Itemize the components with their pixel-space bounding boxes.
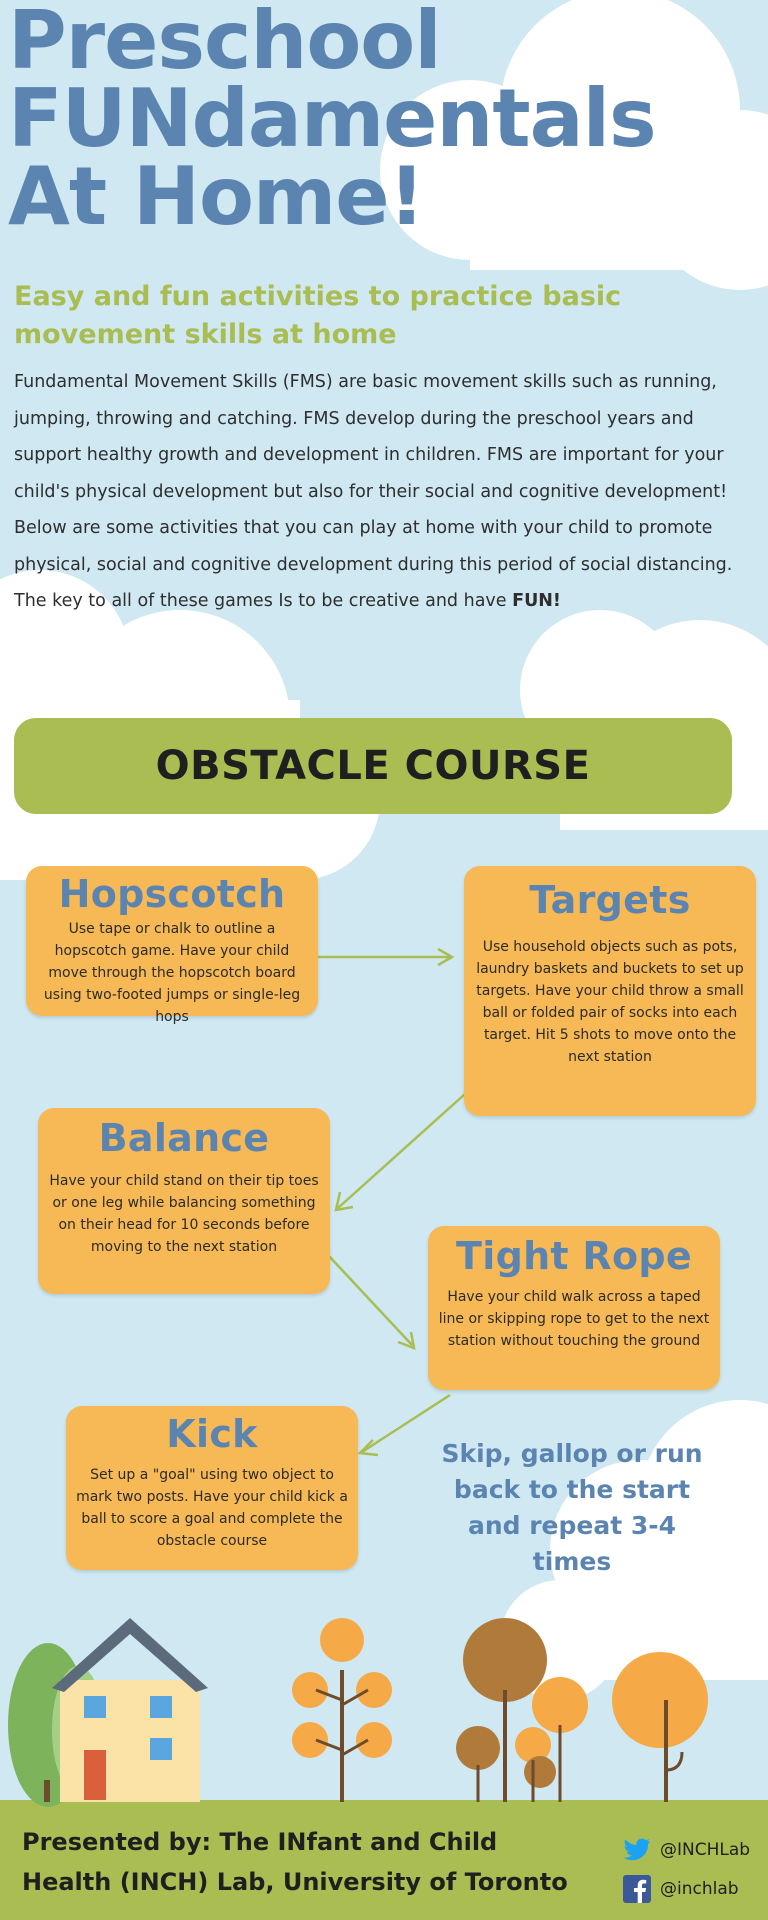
station-title: Hopscotch	[58, 872, 286, 916]
tree-orange-right	[612, 1652, 708, 1802]
station-text: Set up a "goal" using two object to mark two posts. Have your child kick a ball to score a goal and complete the obstacle course	[76, 1467, 348, 1549]
facebook-handle: @inchlab	[660, 1879, 739, 1899]
station-title: Tight Rope	[456, 1234, 692, 1278]
station-card-kick	[66, 1406, 358, 1570]
station-card-targets	[464, 866, 756, 1116]
presented-line-2: Health (INCH) Lab, University of Toronto	[22, 1868, 568, 1896]
title-line-3: At Home!	[8, 150, 425, 243]
station-card-tight-rope	[428, 1226, 720, 1390]
intro-text: Fundamental Movement Skills (FMS) are basic movement skills such as running, jumping, throwing and catching. FMS develop during the preschool years and support healthy growth and development in children. FMS are important for your child's physical development but also for their social and cognitive development! Below are some activities that you can play at home with your child to promote physical, social and cognitive development during this period of social distancing. The key to all of these games Is to be creative and have	[14, 372, 733, 611]
station-title: Kick	[166, 1412, 258, 1456]
twitter-icon	[622, 1835, 652, 1865]
subtitle-line-2: movement skills at home	[14, 319, 397, 350]
station-text: Use tape or chalk to outline a hopscotch game. Have your child move through the hopscotch board using two-footed jumps or single-leg hops	[43, 921, 301, 1025]
station-card-hopscotch	[26, 866, 318, 1025]
obstacle-course-banner	[14, 718, 732, 814]
banner-label: OBSTACLE COURSE	[155, 743, 591, 789]
title-line-1: Preschool	[8, 0, 441, 87]
closing-instruction: Skip, gallop or run back to the start and repeat 3-4 times	[441, 1439, 703, 1576]
station-text: Have your child walk across a taped line or skipping rope to get to the next station without touching the ground	[438, 1289, 710, 1349]
station-text: Use household objects such as pots, laundry baskets and buckets to set up targets. Have your child throw a small ball or folded pair of socks into each target. Hit 5 shots to move onto the next station	[476, 939, 744, 1065]
station-text: Have your child stand on their tip toes or one leg while balancing something on their head for 10 seconds before moving to the next station	[49, 1173, 319, 1255]
title-line-2: FUNdamentals	[8, 72, 656, 165]
tree-orange-left	[292, 1618, 392, 1802]
station-title: Balance	[98, 1116, 270, 1160]
subtitle	[14, 278, 754, 354]
intro-paragraph	[14, 364, 754, 620]
facebook-icon	[622, 1874, 652, 1904]
twitter-handle: @INCHLab	[660, 1840, 751, 1860]
station-card-balance	[38, 1108, 330, 1294]
facebook-link[interactable]	[622, 1874, 762, 1904]
subtitle-line-1: Easy and fun activities to practice basic	[14, 281, 622, 312]
presented-line-1: Presented by: The INfant and Child	[22, 1828, 498, 1856]
station-title: Targets	[529, 878, 691, 922]
twitter-link[interactable]	[622, 1835, 762, 1865]
page-title	[8, 0, 748, 243]
presented-by	[22, 1822, 582, 1902]
intro-emphasis: FUN!	[512, 591, 561, 611]
house-illustration	[52, 1618, 208, 1802]
